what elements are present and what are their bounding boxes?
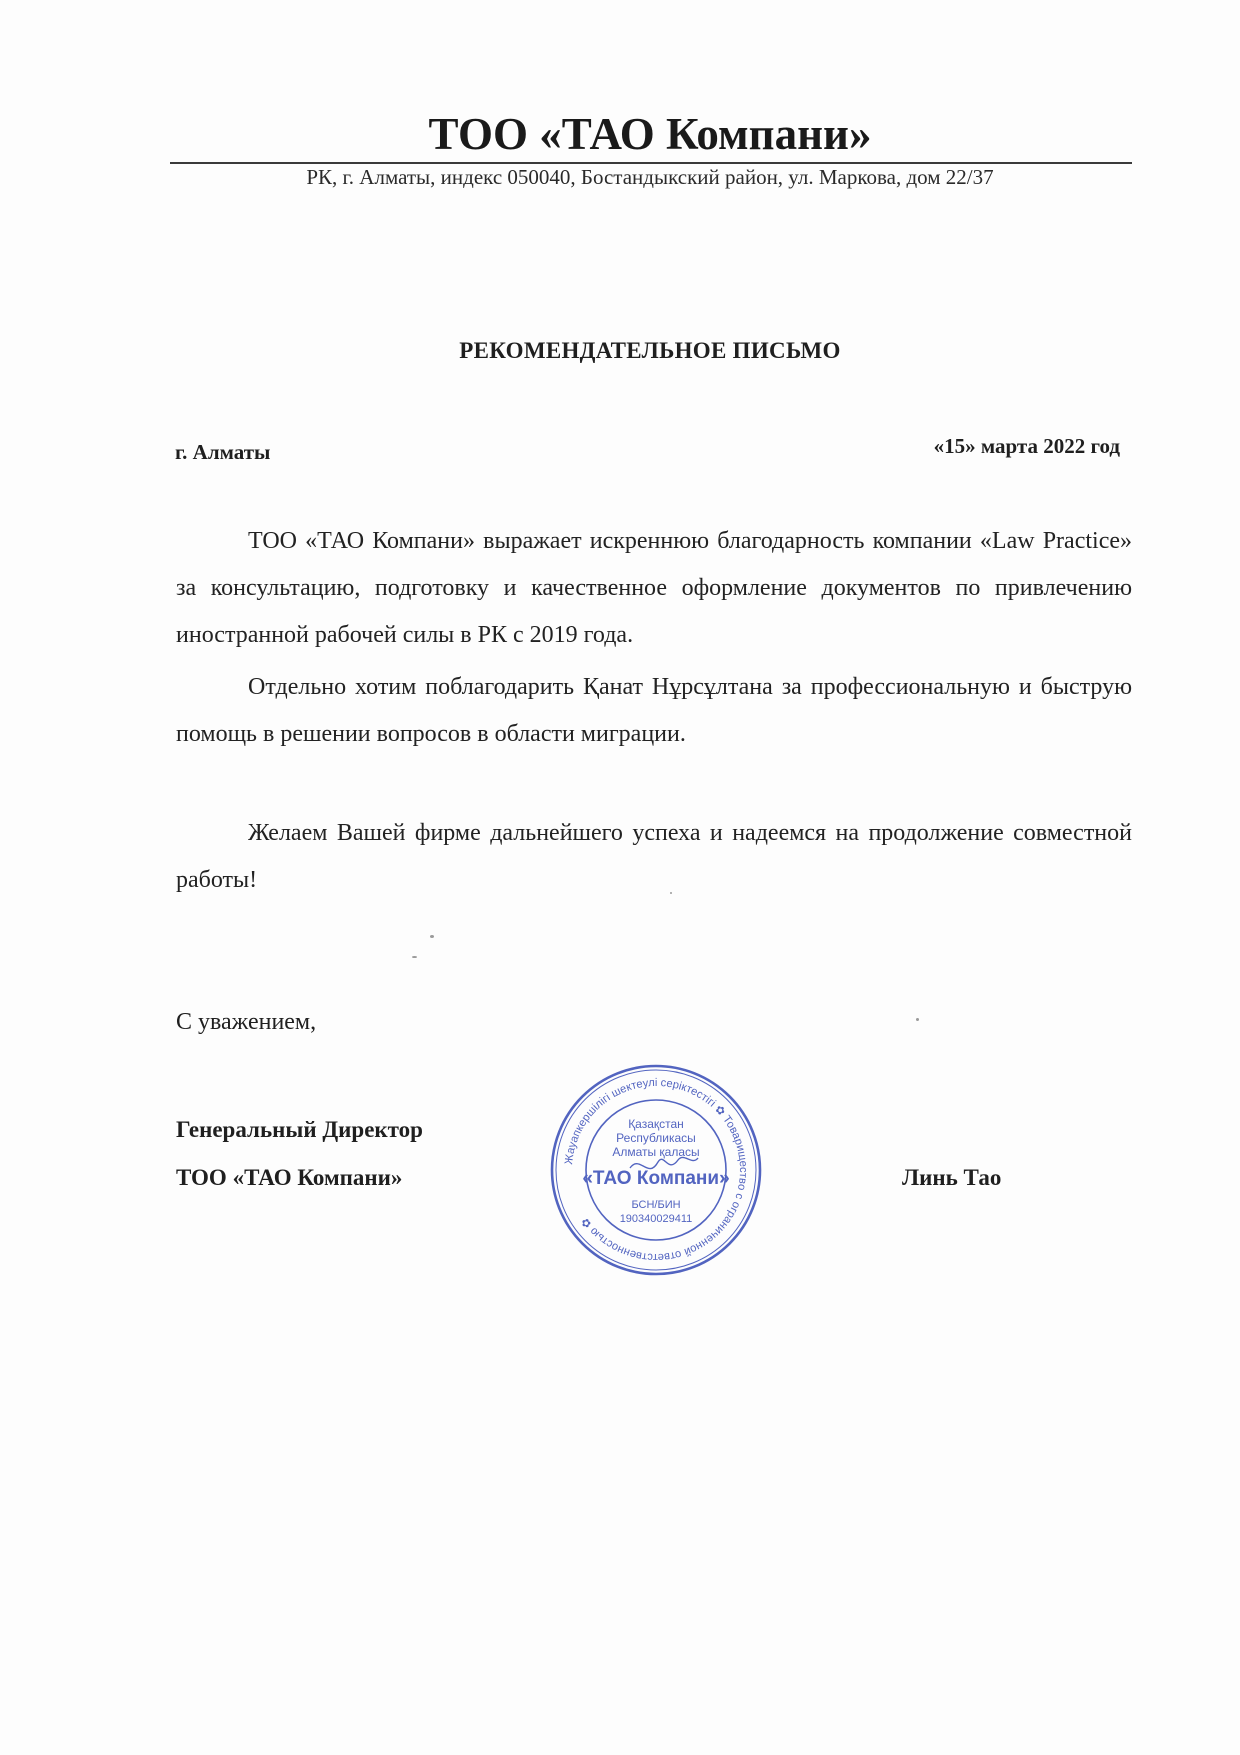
signature-scribble [630, 1157, 698, 1168]
closing-regards: С уважением, [176, 1009, 317, 1035]
scan-speck [670, 892, 672, 894]
letterhead-company-name: ТОО «ТАО Компани» [428, 109, 872, 159]
scan-speck [916, 1018, 919, 1021]
body-paragraph-thanks-person: Отдельно хотим поблагодарить Қанат Нұрсұлтана за профессиональную и быструю помощь в решении вопросов в области миграции. [176, 674, 1132, 747]
seal-bin-label: БСН/БИН [631, 1199, 681, 1211]
document-title: РЕКОМЕНДАТЕЛЬНОЕ ПИСЬМО [459, 338, 841, 363]
signer-position [176, 1106, 423, 1202]
seal-ring-text: Жауапкершілігі шектеулі серіктестігі ✿ Товарищество с ограниченной ответственностью ✿ [563, 1076, 750, 1264]
place-of-issue: г. Алматы [175, 440, 271, 464]
scan-speck [430, 935, 434, 938]
seal-republic-line: Республикасы [616, 1131, 696, 1145]
seal-company-name: «ТАО Компани» [582, 1168, 730, 1189]
signer-name: Линь Тао [902, 1165, 1002, 1190]
body-paragraph-gratitude: ТОО «ТАО Компани» выражает искреннюю благодарность компании «Law Practice» за консультацию, подготовку и качественное оформление документов по привлечению иностранной рабочей силы в РК с 2019 года. [176, 528, 1132, 648]
seal-city-line: Алматы қаласы [612, 1145, 700, 1159]
company-seal-stamp [548, 1062, 764, 1278]
document-date: «15» марта 2022 год [933, 434, 1120, 458]
body-paragraph-wishes: Желаем Вашей фирме дальнейшего успеха и надеемся на продолжение совместной работы! [176, 820, 1132, 893]
letterhead-address: РК, г. Алматы, индекс 050040, Бостандыкский район, ул. Маркова, дом 22/37 [306, 165, 994, 189]
seal-bin-number: 190340029411 [619, 1213, 693, 1225]
seal-country-line: Қазақстан [628, 1117, 684, 1131]
scan-speck [412, 956, 417, 958]
signer-position-line-2: ТОО «ТАО Компани» [176, 1165, 403, 1190]
signer-position-line-1: Генеральный Директор [176, 1117, 423, 1142]
